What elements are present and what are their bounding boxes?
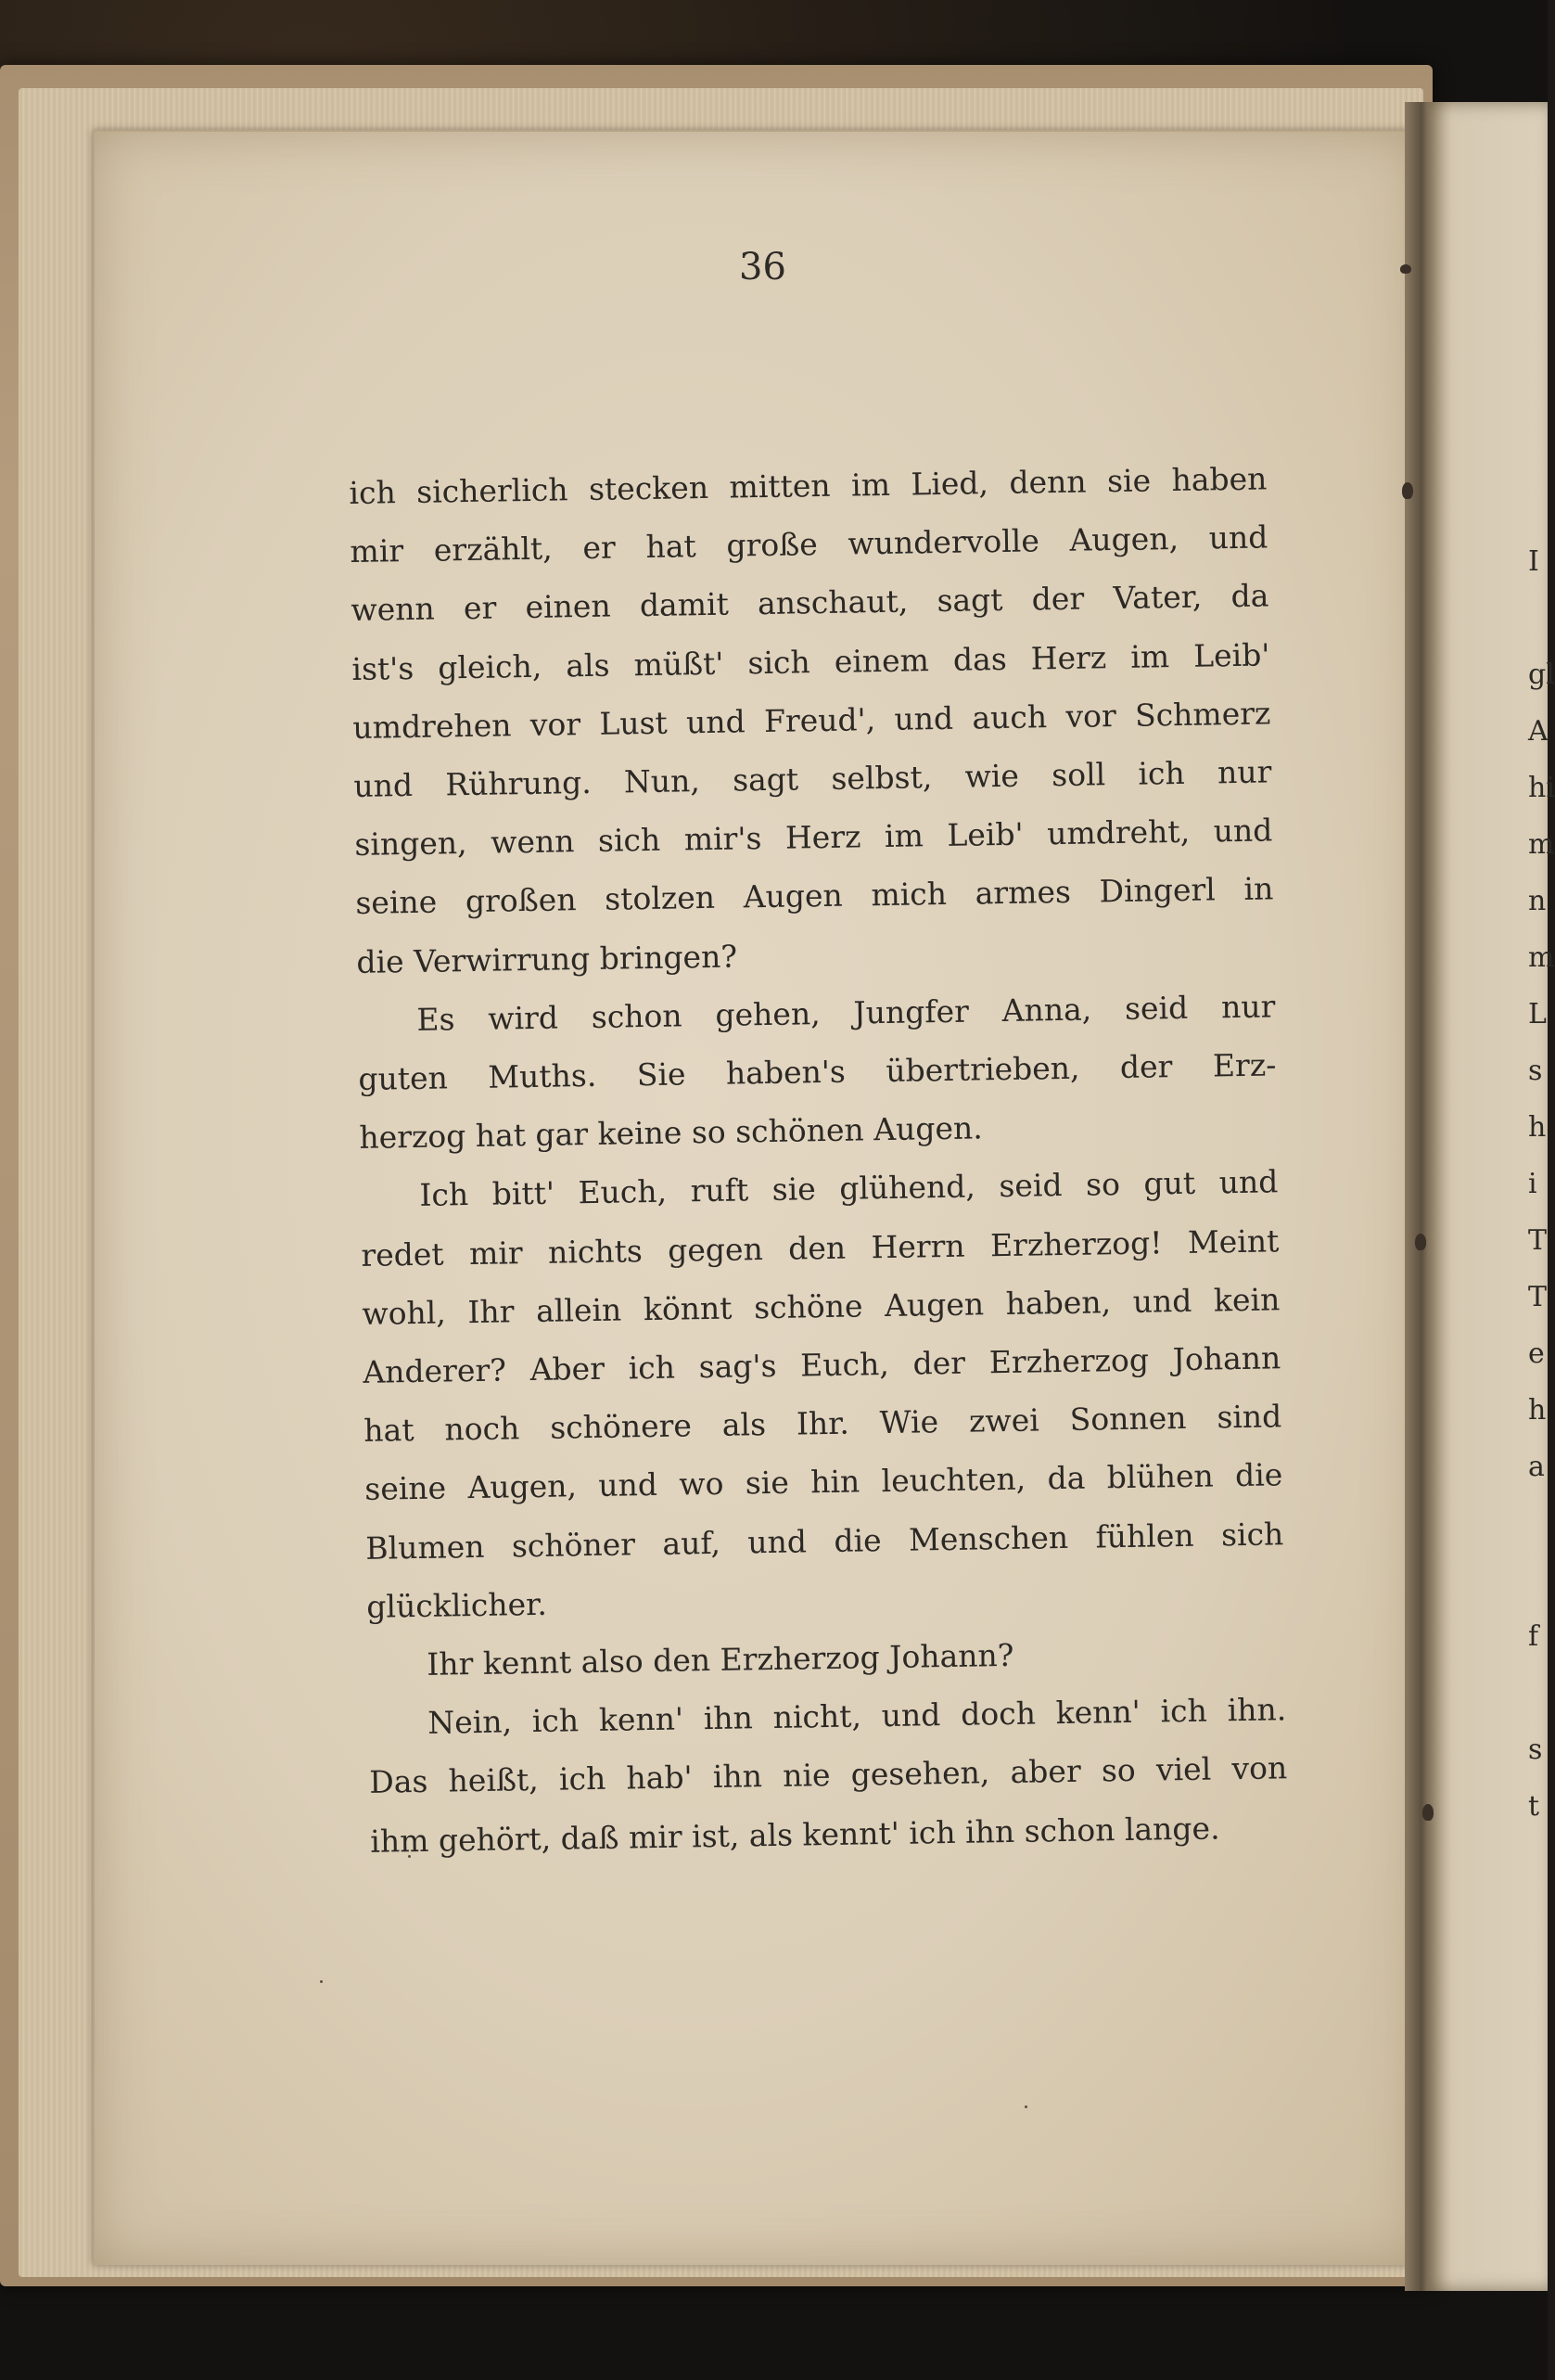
facing-page-fragment (1528, 1495, 1548, 1552)
text-line: Ich bitt' Euch, ruft sie glühend, seid so gut und (419, 1163, 1279, 1214)
facing-page-fragment: T (1528, 1281, 1548, 1313)
facing-page-fragment: a (1528, 1451, 1545, 1483)
facing-page-fragment: n (1528, 885, 1547, 917)
paragraph (357, 977, 1278, 1167)
facing-page-fragment: m (1528, 941, 1555, 974)
paper-speck (320, 1980, 323, 1983)
binding-stitch (1415, 1234, 1426, 1250)
binding-stitch (1402, 482, 1413, 499)
facing-page-fragment: e (1528, 1337, 1545, 1370)
facing-page-fragment (1528, 590, 1548, 646)
paragraph (360, 1153, 1285, 1636)
facing-page-fragment: hi (1528, 772, 1555, 804)
facing-page-fragment (1528, 1665, 1548, 1721)
text-line: Nein, ich kenn' ihn nicht, und doch kenn' ich ihn. (427, 1691, 1287, 1742)
facing-page-fragment: s (1528, 1734, 1543, 1766)
facing-page-fragment (1528, 1552, 1548, 1608)
text-line: die Verwirrung bringen? (356, 938, 738, 980)
text-line: ihm gehört, daß mir ist, als kennt' ich ihn schon lange. (370, 1810, 1220, 1860)
facing-page-fragment: m (1528, 828, 1555, 861)
page-number: 36 (739, 246, 786, 288)
page-body-text (349, 449, 1289, 1870)
paragraph (368, 1681, 1289, 1871)
facing-page-fragment: i (1528, 1168, 1537, 1200)
facing-page-fragment: h (1528, 1394, 1547, 1427)
facing-page-fragment: f (1528, 1620, 1539, 1653)
text-line: ist's gleich, als müßt' sich einem das Herz im Leib' (351, 636, 1270, 687)
text-line: guten Muths. Sie haben's übertrieben, der Erz- (358, 1046, 1277, 1097)
text-line: Ihr kennt also den Erzherzog Johann? (427, 1636, 1014, 1683)
facing-page-fragment: I (1528, 545, 1539, 578)
binding-stitch (1422, 1804, 1434, 1821)
text-line: seine Augen, und wo sie hin leuchten, da blühen die (364, 1456, 1283, 1508)
facing-page-fragment: s (1528, 1055, 1543, 1087)
facing-page-fragment: h (1528, 1111, 1547, 1144)
text-line: Blumen schöner auf, und die Menschen fühlen sich (365, 1515, 1284, 1567)
facing-page-fragment: t (1528, 1790, 1540, 1823)
text-line: und Rührung. Nun, sagt selbst, wie soll ich nur (353, 753, 1272, 804)
text-line: Das heißt, ich hab' ihn nie gesehen, aber so viel von (369, 1749, 1288, 1801)
facing-page-fragment: A (1528, 715, 1549, 748)
text-line: Es wird schon gehen, Jungfer Anna, seid nur (416, 988, 1276, 1038)
paragraph (349, 449, 1275, 991)
facing-page-fragment: gl (1528, 659, 1555, 691)
text-line: umdrehen vor Lust und Freud', und auch vor Schmerz (352, 695, 1271, 746)
text-line: mir erzählt, er hat große wundervolle Augen, und (350, 518, 1268, 570)
text-line: wohl, Ihr allein könnt schöne Augen haben, und kein (362, 1281, 1281, 1332)
facing-page-fragment: T (1528, 1224, 1548, 1257)
paper-speck (1025, 2105, 1027, 2108)
text-line: glücklicher. (366, 1585, 548, 1625)
text-line: singen, wenn sich mir's Herz im Leib' umdreht, und (354, 812, 1273, 864)
text-line: seine großen stolzen Augen mich armes Dingerl in (355, 870, 1274, 922)
facing-page-fragment: L (1528, 998, 1547, 1030)
text-line: hat noch schönere als Ihr. Wie zwei Sonnen sind (363, 1398, 1282, 1450)
facing-page-text (1528, 533, 1555, 1835)
text-line: Anderer? Aber ich sag's Euch, der Erzherzog Johann (363, 1339, 1281, 1390)
text-line: herzog hat gar keine so schönen Augen. (359, 1109, 983, 1157)
text-line: redet mir nichts gegen den Herrn Erzherzog! Meint (361, 1222, 1280, 1273)
text-line: ich sicherlich stecken mitten im Lied, denn sie haben (349, 460, 1268, 511)
text-line: wenn er einen damit anschaut, sagt der Vater, da (351, 577, 1269, 629)
